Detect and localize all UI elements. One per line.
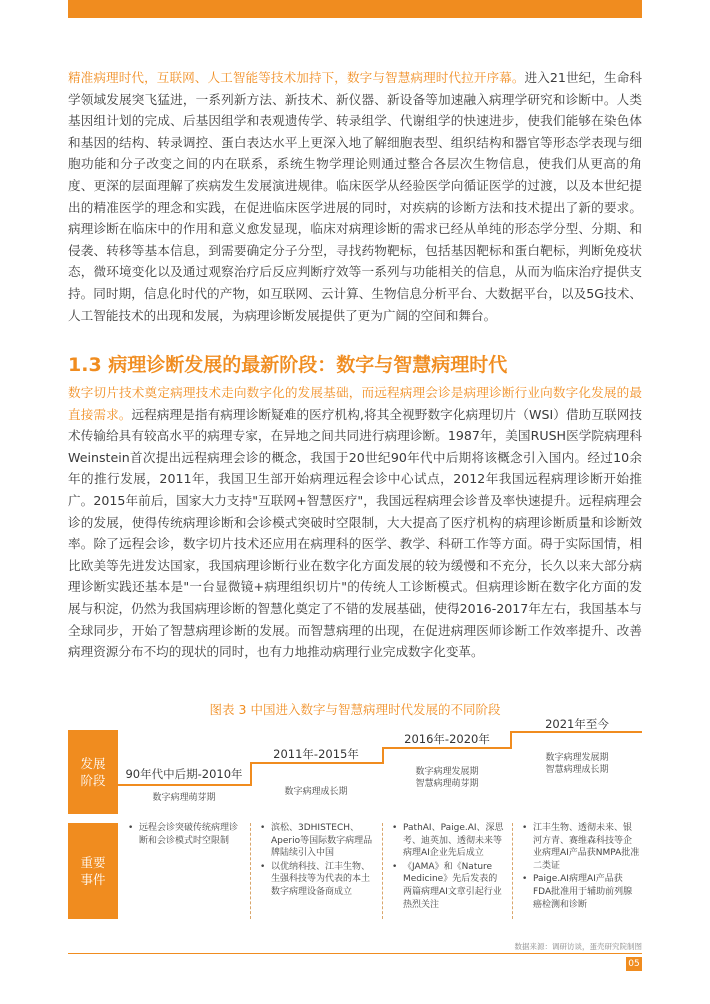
stage-3-name-line-1: 数字病理发展期: [415, 767, 479, 777]
stage-4-name-line-2: 智慧病理成长期: [545, 765, 609, 775]
section-highlight: 数字切片技术奠定病理技术走向数字化的发展基础，而远程病理会诊是病理诊断行业向数字化发展的最直接需求。: [68, 385, 642, 422]
staircase-line-2: [250, 762, 382, 764]
stage-1-name: 数字病理萌芽期: [152, 793, 216, 803]
page-number: 05: [626, 957, 642, 971]
staircase-line-3: [382, 747, 512, 749]
stage-row-label: [68, 730, 118, 814]
events-separator-2: [382, 823, 383, 919]
events-column-1: [128, 822, 240, 848]
intro-highlight: 精准病理时代，互联网、人工智能等技术加持下，数字与智慧病理时代拉开序幕。: [68, 70, 525, 85]
events-separator-1: [250, 823, 251, 919]
events-column-3: [392, 822, 506, 912]
intro-paragraph: [68, 67, 642, 326]
events-column-2: [260, 822, 376, 900]
stage-3-year: 2016年-2020年: [404, 732, 490, 746]
figure-title: 图表 3 中国进入数字与智慧病理时代发展的不同阶段: [209, 702, 501, 717]
event-item: • 以优纳科技、江丰生物、生强科技等为代表的本土数字病理设备商成立: [260, 861, 376, 899]
events-row-label-line-2: 事件: [80, 872, 106, 887]
footer-rule: [68, 953, 642, 954]
events-separator-3: [512, 823, 513, 919]
header-accent-bar: [68, 0, 642, 18]
figure-source: 数据来源：调研访谈，蛋壳研究院制图: [514, 942, 642, 951]
stage-3-name: [382, 766, 512, 790]
event-item: • 《JAMA》和《Nature Medicine》先后发表的两篇病理AI文章引起行业热烈关注: [392, 861, 506, 911]
staircase-line-1: [118, 784, 250, 786]
event-item: • 远程会诊突破传统病理诊断和会诊模式时空限制: [128, 822, 240, 847]
stage-3-name-line-2: 智慧病理萌芽期: [415, 779, 479, 789]
event-item: • 江丰生物、透彻未来、银河方青、赛维森科技等企业病理AI产品获NMPA批准二类证: [522, 822, 640, 872]
stage-row-label-line-1: 发展: [80, 756, 106, 771]
staircase-line-2b: [382, 747, 384, 764]
intro-body: 进入21世纪，生命科学领域发展突飞猛进，一系列新方法、新技术、新仪器、新设备等加速融入病理学研究和诊断中。人类基因组计划的完成、后基因组学和表观遗传学、转录组学、代谢组学的快速进步，使我们能够在染色体和基因的结构、转录调控、蛋白表达水平上更深入地了解细胞表型、组织结构和器官等形态学表现与细胞功能和分子改变之间的内在联系，系统生物学理论则通过整合各层次生物信息，使我们从更高的角度、更深的层面理解了疾病发生发展演进规律。临床医学从经验医学向循证医学的过渡，以及本世纪提出的精准医学的理念和实践，在促进临床医学进展的同时，对疾病的诊断方法和技术提出了新的要求。病理诊断在临床中的作用和意义愈发显现，临床对病理诊断的需求已经从单纯的形态学分型、分期、和侵袭、转移等基本信息，到需要确定分子分型，寻找药物靶标，包括基因靶标和蛋白靶标，判断免疫状态，微环境变化以及通过观察治疗后反应判断疗效等一系列与功能相关的信息，从而为临床治疗提供支持。同时期，信息化时代的产物，如互联网、云计算、生物信息分析平台、大数据平台，以及5G技术、人工智能技术的出现和发展，为病理诊断发展提供了更为广阔的空间和舞台。: [68, 70, 643, 323]
section-body: 远程病理是指有病理诊断疑难的医疗机构,将其全视野数字化病理切片（WSI）借助互联网技术传输给具有较高水平的病理专家，在异地之间共同进行病理诊断。1987年，美国RUSH医学院病理科Weinstein首次提出远程病理会诊的概念，我国于20世纪90年代中后期将该概念引入国内。经过10余年的推行发展，2011年，我国卫生部开始病理远程会诊中心试点，2012年我国远程病理诊断开始推广。2015年前后，国家大力支持"互联网+智慧医疗"，我国远程病理会诊普及率快速提升。远程病理会诊的发展，使得传统病理诊断和会诊模式突破时空限制，大大提高了医疗机构的病理诊断质量和诊断效率。除了远程会诊，数字切片技术还应用在病理科的医学、教学、科研工作等方面。碍于实际国情，相比欧美等先进发达国家，我国病理诊断行业在数字化方面发展的较为缓慢和不充分，长久以来大部分病理诊断实践还基本是"一台显微镜+病理组织切片"的传统人工诊断模式。但病理诊断在数字化方面的发展与积淀，仍然为我国病理诊断的智慧化奠定了不错的发展基础，使得2016-2017年左右，我国基本与全球同步，开始了智慧病理诊断的发展。而智慧病理的出现，在促进病理医师诊断工作效率提升、改善病理资源分布不均的现状的同时，也有力地推动病理行业完成数字化变革。: [68, 406, 643, 660]
staircase-line-1b: [250, 762, 252, 786]
section-heading: 1.3 病理诊断发展的最新阶段：数字与智慧病理时代: [68, 354, 508, 376]
section-paragraph: [68, 382, 642, 663]
stage-2-name: 数字病理成长期: [284, 787, 348, 797]
stage-4-name: [512, 752, 642, 776]
events-row-label-line-1: 重要: [80, 855, 106, 870]
event-item: • PathAI、Paige.AI、深思考、迪英加、透彻未来等病理AI企业先后成立: [392, 822, 506, 860]
stage-row-label-line-2: 阶段: [80, 773, 106, 788]
event-item: • Paige.AI病理AI产品获FDA批准用于辅助前列腺癌检测和诊断: [522, 873, 640, 911]
stage-1-year: 90年代中后期-2010年: [125, 767, 243, 781]
event-item: • 滨松、3DHISTECH、Aperio等国际数字病理品牌陆续引入中国: [260, 822, 376, 860]
stage-4-name-line-1: 数字病理发展期: [545, 753, 609, 763]
events-row-label: [68, 823, 118, 919]
stage-4-year: 2021年至今: [545, 717, 609, 731]
events-column-4: [522, 822, 640, 912]
stage-2-year: 2011年-2015年: [273, 747, 359, 761]
